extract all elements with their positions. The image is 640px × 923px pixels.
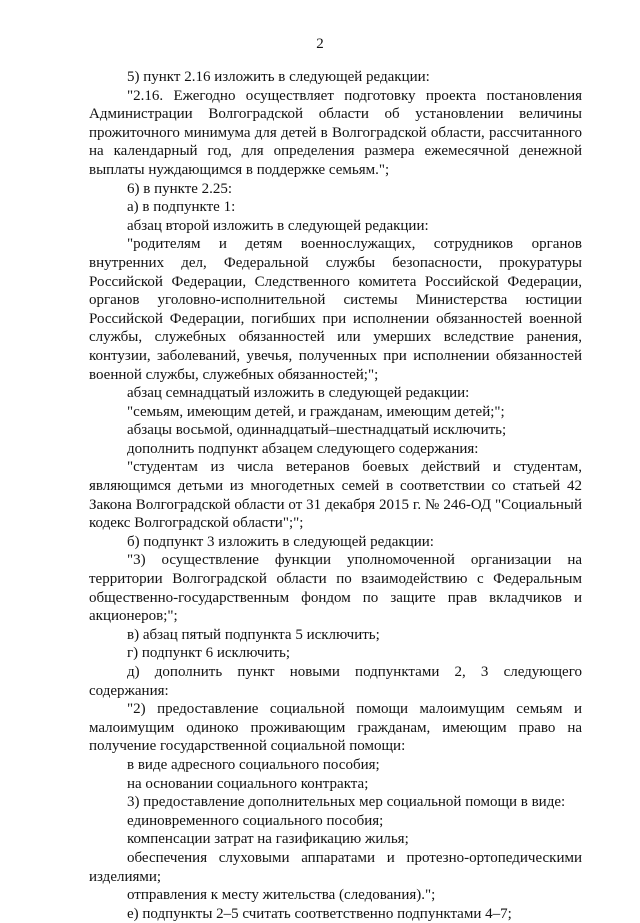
quoted-clause-3: "3) осуществление функции уполномоченной организации на территории Волгоградской области по взаимодействию с Федеральным общественно-государственным фондом по защите прав вкладчиков и акционеров;";	[89, 552, 582, 625]
quoted-clause-students: "студентам из числа ветеранов боевых действий и студентам, являющимся детьми из многодетных семей в соответствии со статьей 42 Закона Волгоградской области от 31 декабря 2015 г. № 246-ОД "Социальный кодекс Волгоградской области";";	[89, 459, 582, 532]
instruction-paragraph: абзацы восьмой, одиннадцатый–шестнадцатый исключить;	[127, 422, 507, 439]
instruction-paragraph: дополнить подпункт абзацем следующего содержания:	[127, 440, 479, 457]
paragraph-item-5: 5) пункт 2.16 изложить в следующей редакции:	[127, 69, 430, 85]
quoted-clause-families: "семьям, имеющим детей, и гражданам, имеющим детей;";	[127, 403, 505, 420]
list-item: на основании социального контракта;	[127, 775, 369, 792]
subparagraph-v: в) абзац пятый подпункта 5 исключить;	[127, 626, 380, 643]
paragraph-item-6: 6) в пункте 2.25:	[127, 180, 233, 197]
list-item: компенсации затрат на газификацию жилья;	[127, 831, 409, 848]
quoted-clause-2: "2) предоставление социальной помощи малоимущим семьям и малоимущим одиноко проживающим гражданам, имеющим право на получение государственной социальной помощи:	[89, 701, 582, 755]
quoted-clause-2-16: "2.16. Ежегодно осуществляет подготовку проекта постановления Администрации Волгоградской области об установлении величины прожиточного минимума для детей в Волгоградской области, рассчитанного на календарный год, для определения размера ежемесячной денежной выплаты нуждающимся в поддержке семьям.";	[89, 87, 582, 178]
list-item: отправления к месту жительства (следования).";	[127, 887, 436, 904]
clause-3: 3) предоставление дополнительных мер социальной помощи в виде:	[127, 794, 566, 811]
document-body	[89, 68, 582, 923]
instruction-paragraph: абзац второй изложить в следующей редакции:	[127, 217, 429, 234]
subparagraph-g: г) подпункт 6 исключить;	[127, 645, 291, 662]
quoted-clause-parents: "родителям и детям военнослужащих, сотрудников органов внутренних дел, Федеральной службы безопасности, прокуратуры Российской Федерации, Следственного комитета Российской Федерации, органов уголовно-исполнительной системы Министерства юстиции Российской Федерации, погибших при исполнении обязанностей военной службы, служебных обязанностей или умерших вследствие ранения, контузии, заболеваний, увечья, полученных при исполнении обязанностей военной службы, служебных обязанностей;";	[89, 236, 582, 383]
page-number: 2	[316, 36, 324, 52]
subparagraph-e: е) подпункты 2–5 считать соответственно подпунктами 4–7;	[127, 905, 512, 922]
subparagraph-a: а) в подпункте 1:	[127, 199, 236, 216]
list-item: обеспечения слуховыми аппаратами и протезно-ортопедическими изделиями;	[89, 849, 582, 885]
subparagraph-b: б) подпункт 3 изложить в следующей редакции:	[127, 533, 434, 550]
instruction-paragraph: абзац семнадцатый изложить в следующей редакции:	[127, 385, 470, 402]
subparagraph-d: д) дополнить пункт новыми подпунктами 2, 3 следующего содержания:	[89, 664, 582, 699]
list-item: единовременного социального пособия;	[127, 812, 384, 829]
list-item: в виде адресного социального пособия;	[127, 756, 380, 773]
